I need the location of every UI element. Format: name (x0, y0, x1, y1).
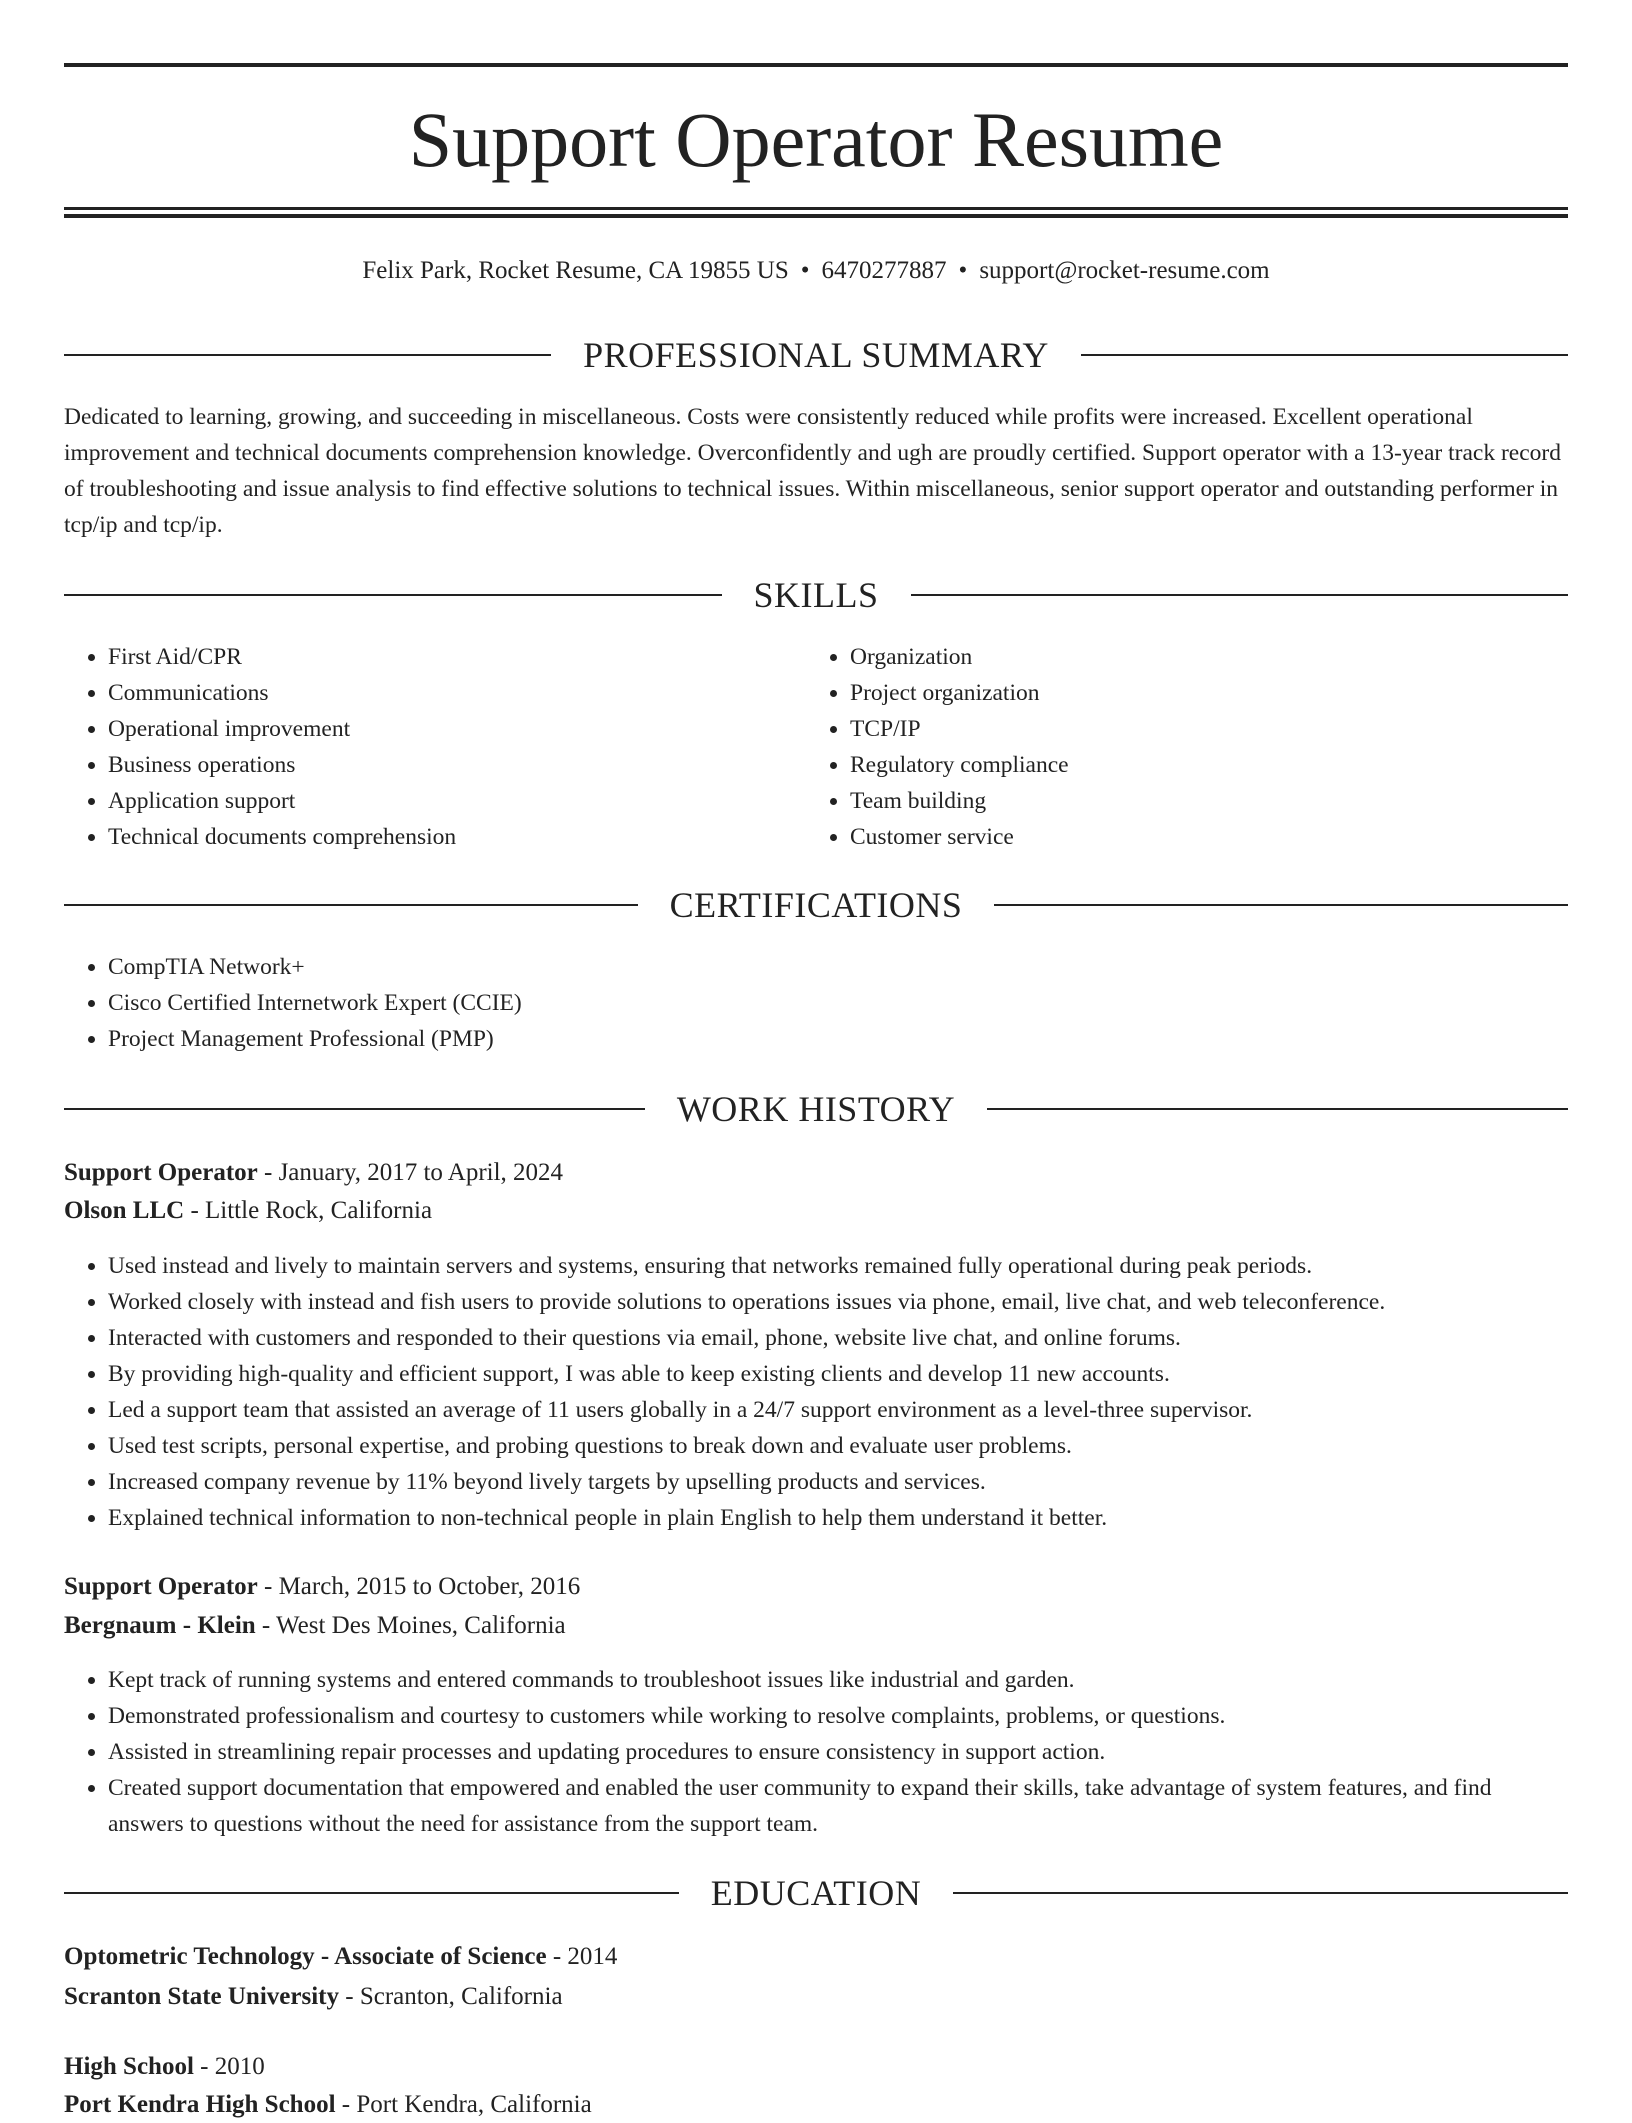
education-degree: High School (64, 2053, 194, 2080)
summary-heading: PROFESSIONAL SUMMARY (583, 335, 1049, 375)
job-bullets (64, 1662, 1568, 1842)
job-bullet: • Demonstrated professionalism and courtesy to customers while working to resolve complaints, problems, or questions. (108, 1698, 1568, 1734)
education-section-header (64, 1871, 1568, 1915)
job-title: Support Operator (64, 1159, 258, 1186)
job-bullet: • Used test scripts, personal expertise, and probing questions to break down and evaluate user problems. (108, 1428, 1568, 1464)
job-company-line: Olson LLC - Little Rock, California (64, 1197, 433, 1224)
education-location: Scranton, California (359, 1983, 563, 2010)
section-rule (953, 1892, 1568, 1894)
job-dates: January, 2017 to April, 2024 (278, 1159, 564, 1186)
skill-item: • Team building (850, 783, 1550, 819)
job-bullets (64, 1248, 1568, 1536)
education-degree-line: Optometric Technology - Associate of Science - 2014 (64, 1943, 618, 1970)
section-rule (994, 904, 1568, 906)
skills-section-header (64, 573, 1568, 617)
certification-item: • CompTIA Network+ (108, 949, 1568, 985)
skill-item: • Operational improvement (108, 711, 808, 747)
education-heading: EDUCATION (710, 1873, 922, 1913)
job-company: Olson LLC (64, 1197, 185, 1224)
certification-item: • Project Management Professional (PMP) (108, 1021, 1568, 1057)
education-year: 2010 (214, 2053, 265, 2080)
job-bullet: • Worked closely with instead and fish users to provide solutions to operations issues via phone, email, live chat, and web teleconference. (108, 1284, 1568, 1320)
certifications-list (64, 949, 1568, 1057)
section-rule (64, 354, 551, 356)
job-company-line: Bergnaum - Klein - West Des Moines, California (64, 1612, 566, 1639)
education-school: Port Kendra High School (64, 2091, 336, 2118)
skill-item: • Project organization (850, 675, 1550, 711)
skill-item: • Customer service (850, 819, 1550, 855)
job-bullet: • Kept track of running systems and entered commands to troubleshoot issues like industrial and garden. (108, 1662, 1568, 1698)
section-rule (1081, 354, 1568, 356)
skill-item: • Technical documents comprehension (108, 819, 808, 855)
certifications-heading: CERTIFICATIONS (669, 885, 963, 925)
skills-heading: SKILLS (753, 575, 879, 615)
work-section-header (64, 1087, 1568, 1131)
job-bullet: • By providing high-quality and efficient support, I was able to keep existing clients and develop 11 new accounts. (108, 1356, 1568, 1392)
education-year: 2014 (567, 1943, 618, 1970)
skills-list-left (64, 639, 808, 855)
education-degree: Optometric Technology - Associate of Science (64, 1943, 547, 1970)
section-rule (64, 904, 638, 906)
work-heading: WORK HISTORY (676, 1089, 956, 1129)
job-location: West Des Moines, California (276, 1612, 566, 1639)
summary-section-header (64, 333, 1568, 377)
contact-email: support@rocket-resume.com (979, 257, 1270, 284)
job-bullet: • Increased company revenue by 11% beyond lively targets by upselling products and services. (108, 1464, 1568, 1500)
section-rule (911, 594, 1569, 596)
certification-item: • Cisco Certified Internetwork Expert (CCIE) (108, 985, 1568, 1021)
certifications-section-header (64, 883, 1568, 927)
contact-separator: • (800, 257, 810, 284)
skill-item: • Business operations (108, 747, 808, 783)
education-school: Scranton State University (64, 1983, 339, 2010)
job-title-line: Support Operator - January, 2017 to April, 2024 (64, 1159, 564, 1186)
job-company: Bergnaum - Klein (64, 1612, 256, 1639)
job-location: Little Rock, California (205, 1197, 433, 1224)
skills-list-right (806, 639, 1550, 855)
skill-item: • Organization (850, 639, 1550, 675)
job-title-line: Support Operator - March, 2015 to October, 2016 (64, 1573, 581, 1600)
skill-item: • Application support (108, 783, 808, 819)
skill-item: • Communications (108, 675, 808, 711)
resume-title: Support Operator Resume (408, 96, 1224, 183)
title-double-rule (64, 207, 1568, 218)
job-bullet: • Explained technical information to non-technical people in plain English to help them understand it better. (108, 1500, 1568, 1536)
top-rule (64, 63, 1568, 67)
job-bullet: • Used instead and lively to maintain servers and systems, ensuring that networks remained fully operational during peak periods. (108, 1248, 1568, 1284)
job-bullet: • Interacted with customers and responded to their questions via email, phone, website live chat, and online forums. (108, 1320, 1568, 1356)
summary-text: Dedicated to learning, growing, and succeeding in miscellaneous. Costs were consistently reduced while profits were increased. Excellent operational improvement and technical documents comprehension knowledge. Overconfidently and ugh are proudly certified. Support operator with a 13-year track record of troubleshooting and issue analysis to find effective solutions to technical issues. Within miscellaneous, senior support operator and outstanding performer in tcp/ip and tcp/ip. (64, 404, 1561, 538)
contact-separator: • (958, 257, 968, 284)
education-location: Port Kendra, California (356, 2091, 592, 2118)
section-rule (987, 1108, 1568, 1110)
contact-line (64, 255, 1568, 287)
section-rule (64, 594, 722, 596)
education-degree-line: High School - 2010 (64, 2053, 265, 2080)
contact-address: Felix Park, Rocket Resume, CA 19855 US (362, 257, 789, 284)
skill-item: • First Aid/CPR (108, 639, 808, 675)
job-bullet: • Assisted in streamlining repair processes and updating procedures to ensure consistency in support action. (108, 1734, 1568, 1770)
education-school-line: Scranton State University - Scranton, California (64, 1983, 563, 2010)
job-bullet: • Led a support team that assisted an average of 11 users globally in a 24/7 support environment as a level-three supervisor. (108, 1392, 1568, 1428)
section-rule (64, 1108, 645, 1110)
skill-item: • TCP/IP (850, 711, 1550, 747)
job-dates: March, 2015 to October, 2016 (278, 1573, 581, 1600)
skill-item: • Regulatory compliance (850, 747, 1550, 783)
section-rule (64, 1892, 679, 1894)
job-title: Support Operator (64, 1573, 258, 1600)
education-school-line: Port Kendra High School - Port Kendra, California (64, 2091, 592, 2118)
job-bullet: • Created support documentation that empowered and enabled the user community to expand their skills, take advantage of system features, and find answers to questions without the need for assistance from the support team. (108, 1770, 1568, 1842)
contact-phone: 6470277887 (821, 257, 947, 284)
